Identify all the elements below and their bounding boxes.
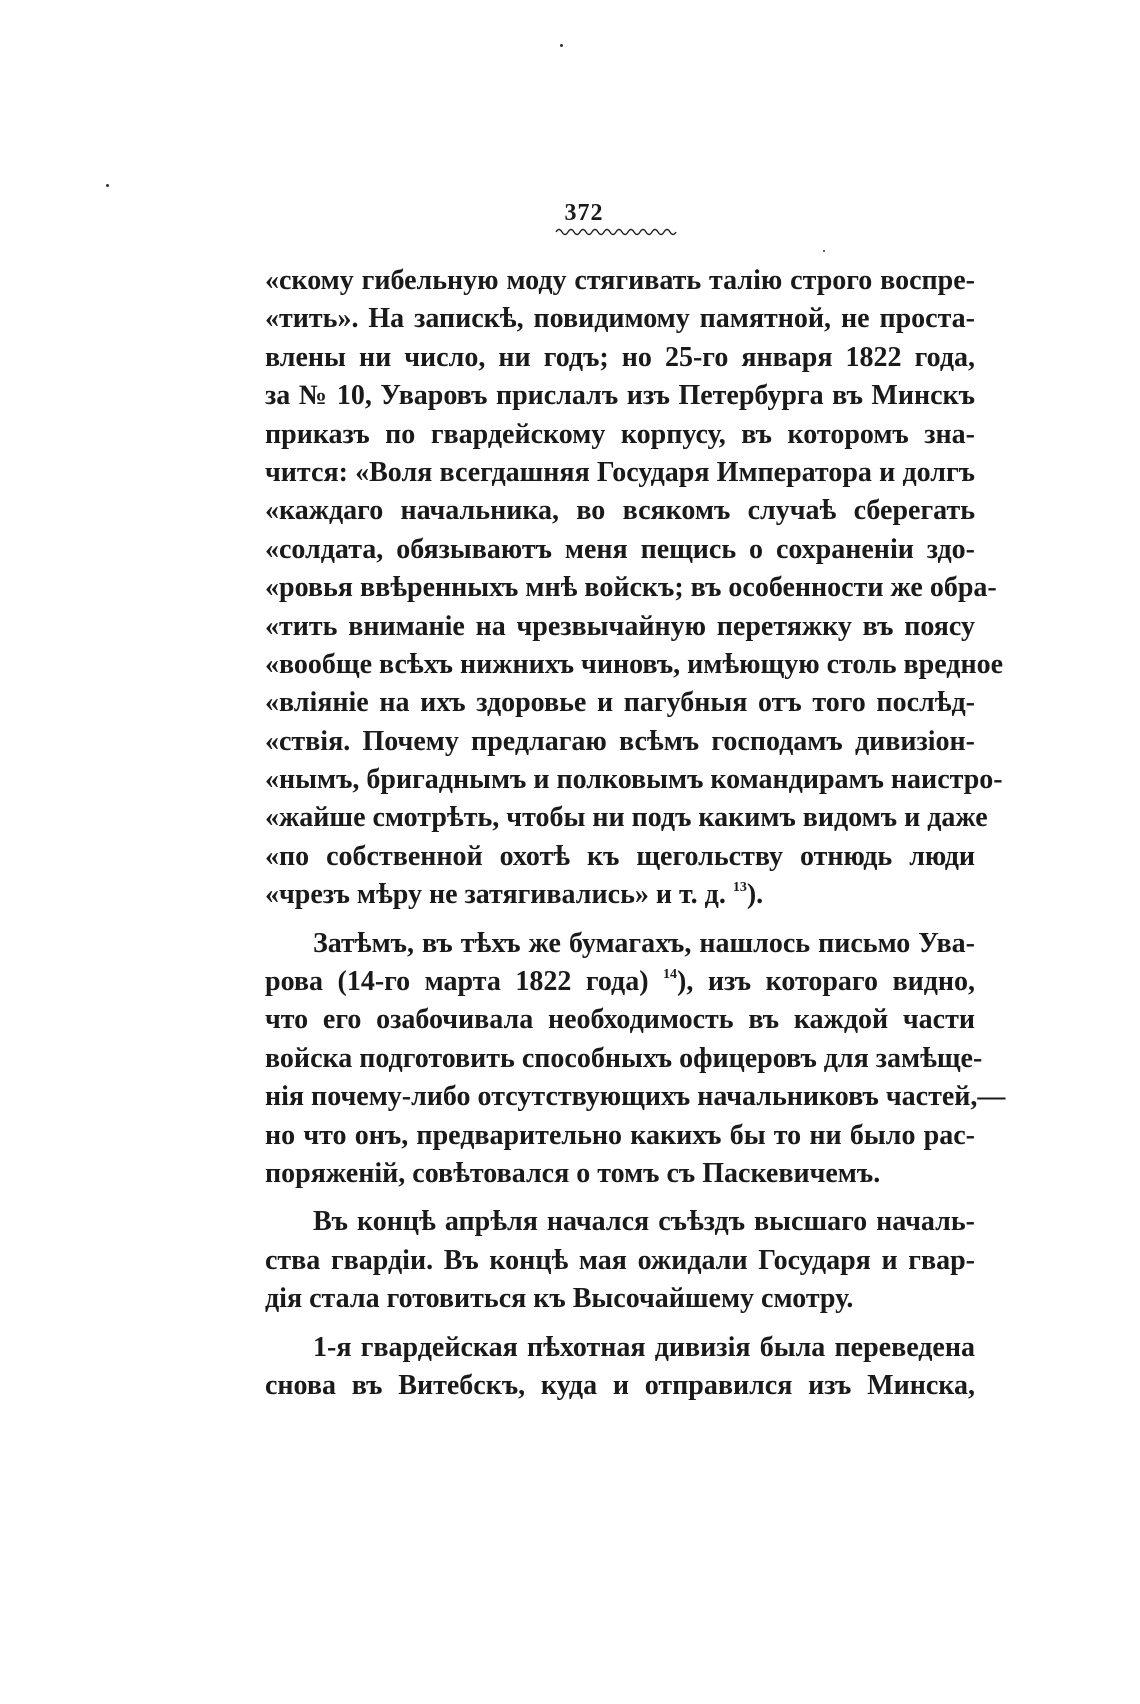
line-text: чится: «Воля всегдашняя Государя Императора и долгъ <box>265 456 975 488</box>
text-line <box>265 876 975 914</box>
line-text: дія стала готовиться къ Высочайшему смотру. <box>265 1283 854 1315</box>
text-line <box>265 1117 975 1155</box>
text-line <box>265 339 975 377</box>
text-line <box>265 684 975 722</box>
text-line <box>265 1203 975 1241</box>
line-text: ства гвардіи. Въ концѣ мая ожидали Государя и гвар- <box>265 1244 975 1276</box>
line-text: нія почему-либо отсутствующихъ начальниковъ частей,— <box>265 1081 1006 1113</box>
text-line <box>265 608 975 646</box>
text-line <box>265 761 1003 799</box>
footnote-marker: 13 <box>732 880 747 896</box>
scan-speck <box>823 250 825 252</box>
text-line <box>265 963 975 1001</box>
line-text: влены ни число, ни годъ; но 25-го января 1822 года, <box>265 341 975 373</box>
text-line <box>265 646 1004 684</box>
text-line <box>265 1280 975 1318</box>
scan-speck <box>106 184 109 187</box>
paragraph <box>265 262 1004 915</box>
line-text: 1-я гвардейская пѣхотная дивизія была переведена <box>313 1331 975 1363</box>
line-text: приказъ по гвардейскому корпусу, въ которомъ зна- <box>265 418 975 450</box>
text-line <box>265 1367 975 1405</box>
scan-speck <box>560 44 563 47</box>
line-text: «по собственной охотѣ къ щегольству отнюдь люди <box>265 840 975 872</box>
line-text: войска подготовить способныхъ офицеровъ для замѣще- <box>265 1042 983 1074</box>
line-text-after: ), изъ котораго видно, <box>677 966 975 998</box>
text-line <box>265 723 975 761</box>
text-line <box>265 492 975 530</box>
line-text: снова въ Витебскъ, куда и отправился изъ Минска, <box>265 1369 975 1401</box>
wavy-rule-ornament <box>554 225 678 237</box>
text-line <box>265 1242 975 1280</box>
text-line <box>265 377 975 415</box>
line-text: «скому гибельную моду стягивать талію строго воспре- <box>265 265 975 296</box>
line-text: «тить вниманіе на чрезвычайную перетяжку въ поясу <box>265 610 975 642</box>
line-text-after: ). <box>746 879 764 911</box>
line-text: рова (14-го марта 1822 года) <box>265 966 664 998</box>
line-text: «каждаго начальника, во всякомъ случаѣ сберегать <box>265 495 975 527</box>
text-line <box>265 799 988 837</box>
line-text: «вліяніе на ихъ здоровье и пагубныя отъ того послѣд- <box>265 687 975 719</box>
line-text: «вообще всѣхъ нижнихъ чиновъ, имѣющую столь вредное <box>265 648 1004 680</box>
text-line <box>265 416 975 454</box>
line-text: «чрезъ мѣру не затягивались» и т. д. <box>265 879 733 911</box>
text-line <box>265 1078 1006 1116</box>
page-number: 372 <box>564 200 604 226</box>
text-line <box>265 1040 983 1078</box>
line-text: «тить». На запискѣ, повидимому памятной, не проста- <box>265 303 975 335</box>
line-text: «ровья ввѣренныхъ мнѣ войскъ; въ особенности же обра- <box>265 572 997 604</box>
footnote-marker: 14 <box>663 967 678 983</box>
line-text: но что онъ, предварительно какихъ бы то ни было рас- <box>265 1119 975 1151</box>
line-text: поряженій, совѣтовался о томъ съ Паскевичемъ. <box>265 1157 881 1189</box>
line-text: что его озабочивала необходимость въ каждой части <box>265 1004 975 1036</box>
text-line <box>265 569 997 607</box>
text-line <box>265 838 975 876</box>
paragraph <box>265 925 1006 1194</box>
text-line <box>265 1329 975 1367</box>
line-text: «ствія. Почему предлагаю всѣмъ господамъ дивизіон- <box>265 725 975 757</box>
text-line <box>265 300 975 338</box>
body-text <box>265 262 1006 1405</box>
line-text: «нымъ, бригаднымъ и полковымъ командирамъ наистро- <box>265 764 1003 796</box>
text-line <box>265 925 975 963</box>
line-text: «жайше смотрѣть, чтобы ни подъ какимъ видомъ и даже <box>265 802 988 834</box>
paragraph <box>265 1329 975 1406</box>
line-text: Въ концѣ апрѣля начался съѣздъ высшаго началь- <box>313 1206 975 1238</box>
line-text: за № 10, Уваровъ прислалъ изъ Петербурга въ Минскъ <box>265 380 975 412</box>
line-text: «солдата, обязываютъ меня пещись о сохраненіи здо- <box>265 533 975 565</box>
text-line <box>265 1001 975 1039</box>
text-line <box>265 262 975 300</box>
paragraph <box>265 1203 975 1318</box>
text-line <box>265 531 975 569</box>
text-line <box>265 1155 975 1193</box>
text-line <box>265 454 975 492</box>
line-text: Затѣмъ, въ тѣхъ же бумагахъ, нашлось письмо Ува- <box>313 927 975 959</box>
